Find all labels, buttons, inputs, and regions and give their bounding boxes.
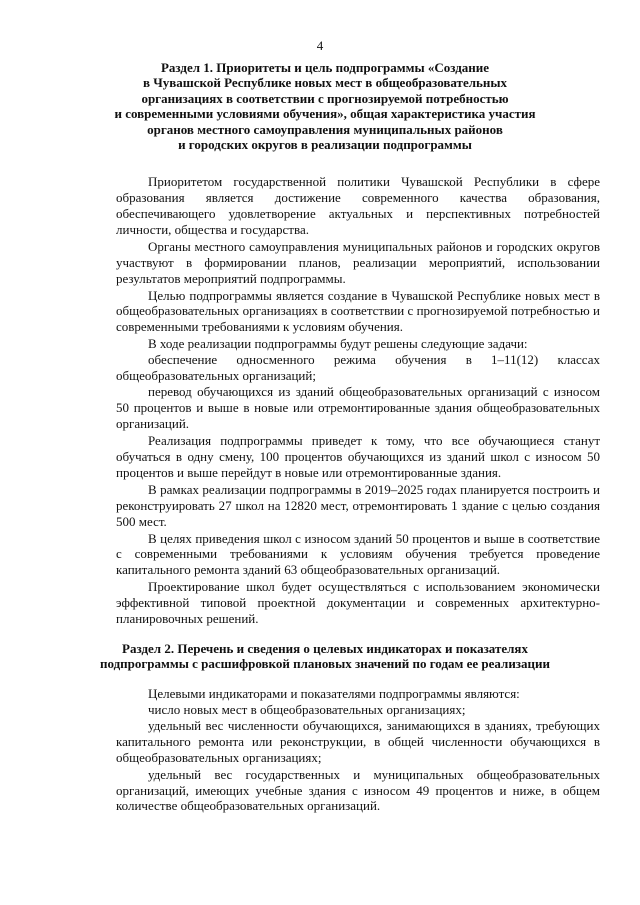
section-2-body <box>116 686 600 815</box>
section-1-heading <box>100 60 550 152</box>
paragraph: В рамках реализации подпрограммы в 2019–2025 годах планируется построить и реконструировать 27 школ на 12820 мест, отремонтировать 1 здание с целью создания 500 мест. <box>116 481 600 529</box>
heading-line: в Чувашской Республике новых мест в общеобразовательных <box>142 75 508 91</box>
paragraph: число новых мест в общеобразовательных организациях; <box>148 701 466 717</box>
paragraph: Приоритетом государственной политики Чувашской Республики в сфере образования является достижение современного качества образования, обеспечивающего удовлетворение актуальных и перспективных потребностей личности, общества и государства. <box>116 174 600 237</box>
heading-line: Раздел 2. Перечень и сведения о целевых индикаторах и показателях <box>122 641 528 656</box>
page-number: 4 <box>316 38 324 53</box>
paragraph: удельный вес государственных и муниципальных общеобразовательных организаций, имеющих учебные здания с износом 49 процентов и ниже, в общем количестве общеобразовательных организаций. <box>116 766 600 814</box>
paragraph: Реализация подпрограммы приведет к тому, что все обучающиеся станут обучаться в одну смену, 100 процентов обучающихся из зданий школ с износом 50 процентов и выше перейдут в новые или отремонтированные здания. <box>116 432 600 480</box>
paragraph: Целевыми индикаторами и показателями подпрограммы являются: <box>148 686 520 701</box>
section-1-body <box>116 174 600 628</box>
paragraph: удельный вес численности обучающихся, занимающихся в зданиях, требующих капитального ремонта или реконструкции, в общей численности обучающихся в общеобразовательных организациях; <box>116 717 600 765</box>
paragraph: Целью подпрограммы является создание в Чувашской Республике новых мест в общеобразовательных организациях в соответствии с прогнозируемой потребностью и современными требованиями к условиям обучения. <box>116 287 600 335</box>
paragraph: обеспечение односменного режима обучения в 1–11(12) классах общеобразовательных организаций; <box>116 352 600 384</box>
heading-line: организациях в соответствии с прогнозируемой потребностью <box>141 90 509 106</box>
heading-line: и современными условиями обучения», общая характеристика участия <box>114 106 536 122</box>
heading-line: и городских округов в реализации подпрограммы <box>178 137 472 153</box>
paragraph: В целях приведения школ с износом зданий 50 процентов и выше в соответствие с современными требованиями к условиям обучения требуется проведение капитального ремонта зданий 63 общеобразовательных организаций. <box>116 530 600 578</box>
paragraph: Органы местного самоуправления муниципальных районов и городских округов участвуют в формировании планов, реализации мероприятий, использовании результатов мероприятий подпрограммы. <box>116 238 600 286</box>
paragraph: перевод обучающихся из зданий общеобразовательных организаций с износом 50 процентов и выше в новые или отремонтированные здания общеобразовательных организаций. <box>116 384 600 431</box>
section-2-heading <box>90 641 560 672</box>
paragraph: Проектирование школ будет осуществляться с использованием экономически эффективной типовой проектной документации и современных архитектурно-планировочных решений. <box>116 579 600 627</box>
heading-line: подпрограммы с расшифровкой плановых значений по годам ее реализации <box>99 656 551 672</box>
heading-line: Раздел 1. Приоритеты и цель подпрограммы «Создание <box>160 60 490 75</box>
heading-line: органов местного самоуправления муниципальных районов <box>147 121 503 137</box>
paragraph: В ходе реализации подпрограммы будут решены следующие задачи: <box>148 336 528 352</box>
